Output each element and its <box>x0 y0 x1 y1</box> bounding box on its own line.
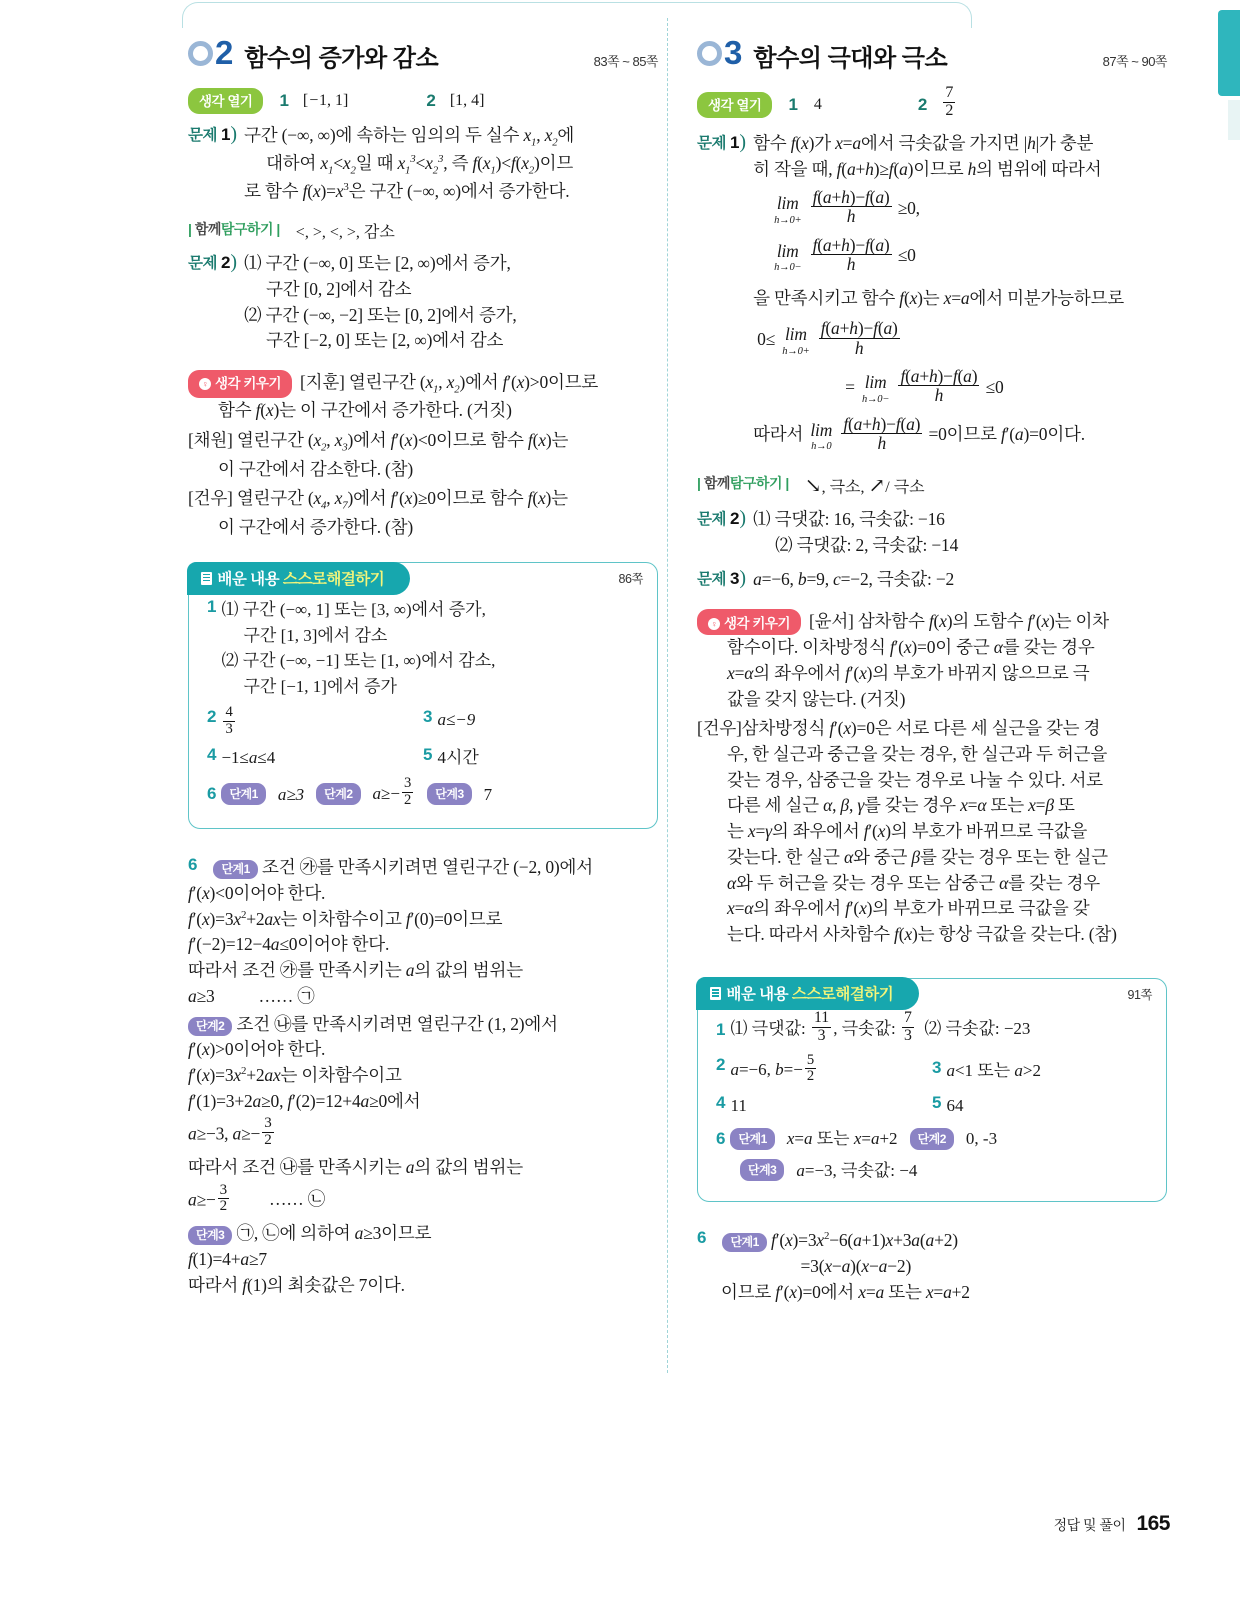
problem-3-row-03 <box>697 567 1167 593</box>
step-chip-1-right: 단계1 <box>730 1128 774 1150</box>
document-icon <box>201 572 212 585</box>
problem-2-row <box>188 251 658 354</box>
together-explore-row <box>188 219 658 242</box>
problem-1-line-2: 대하여 $x_1<x_2$일 때 $x_1^3<x_2^3$, 즉 $f(x_1)<f(x_2)$이므 <box>266 152 574 177</box>
think-grow-03-e1-l4: 값을 갖지 않는다. (거짓) <box>727 688 906 709</box>
section-page-range: 83쪽 ~ 85쪽 <box>593 53 658 69</box>
think-grow-entry-3-line2: 이 구간에서 증가한다. (참) <box>218 516 414 537</box>
footer-label: 정답 및 풀이 <box>1053 1517 1126 1533</box>
think-grow-03-e2-l4: 다른 세 실근 α, β, γ를 갖는 경우 x=α 또는 x=β 또 <box>727 795 1075 816</box>
think-grow-entry-3-line1: [건우] 열린구간 ($x_4$, $x_7$)에서 f′(x)≥0이므로 함수 f(x)는 <box>188 488 568 512</box>
self-answer-6-step3: 7 <box>483 784 493 804</box>
right-column <box>697 34 1167 1305</box>
self-answer-row-2-3 <box>207 704 639 739</box>
problem-2-label-03: 문제 2) <box>697 507 747 529</box>
document-icon-right <box>710 987 721 1000</box>
solution-step-chip-1: 단계1 <box>213 860 257 879</box>
solution-6-step3-line1: 단계3 ㉠, ㉡에 의하여 a≥3이므로 <box>188 1221 658 1247</box>
top-arc-decoration <box>182 2 972 28</box>
problem-1-03-line3: 을 만족시키고 함수 f(x)는 x=a에서 미분가능하므로 <box>753 288 1125 309</box>
solution-6-step2-line1: 단계2 조건 ㉯를 만족시키려면 열린구간 (1, 2)에서 <box>188 1012 658 1038</box>
self-answer-5-right: 5 64 <box>932 1093 1148 1119</box>
think-grow-chip: ♀ 생각 키우기 <box>188 370 292 398</box>
think-grow-03-e2-l9: 는다. 따라서 사차함수 f(x)는 항상 극값을 갖는다. (참) <box>727 924 1117 945</box>
self-solve-box-title: 배운 내용 스스로해결하기 <box>187 562 410 595</box>
problem-2-item-1: ⑴ 구간 (−∞, 0] 또는 [2, ∞)에서 증가, <box>244 253 511 274</box>
self-answer-6-step2: a≥− $\frac{3}{2}$ <box>372 775 412 808</box>
self-answer-1-line1: ⑴ 구간 (−∞, 1] 또는 [3, ∞)에서 증가, <box>221 600 486 620</box>
think-open-03-item1-value: 4 <box>813 95 822 113</box>
self-answer-6-right-step2: 0, -3 <box>965 1129 998 1149</box>
solution-step-chip-1-right: 단계1 <box>722 1233 766 1252</box>
section-header-02 <box>188 34 658 73</box>
left-margin-rail <box>0 0 14 1624</box>
think-open-item1-value: [−1, 1] <box>302 91 349 109</box>
footer-page-number: 165 <box>1136 1512 1170 1535</box>
self-answer-6-right: 6 단계1 x=a 또는 x=a+2 단계2 0, -3 <box>716 1126 1148 1152</box>
think-grow-entry-2-line2: 이 구간에서 감소한다. (참) <box>218 458 414 479</box>
solution-6-step2-line2: f′(x)>0이어야 한다. <box>188 1039 326 1060</box>
solution-6-step3-line2: f(1)=4+a≥7 <box>188 1249 267 1270</box>
self-answer-1-line4: 구간 [−1, 1]에서 증가 <box>243 676 397 696</box>
think-grow-03-e2-l2: 우, 한 실근과 중근을 갖는 경우, 한 실근과 두 허근을 <box>727 744 1108 765</box>
solution-6-step1-line4: f′(−2)=12−4a≤0이어야 한다. <box>188 934 390 955</box>
solution-6-step1-line6: a≥3 …… ㉠ <box>188 985 315 1006</box>
self-answer-5-value: 4시간 <box>437 748 479 768</box>
solution-6-step2-line3: $f'(x)=3x^2+2ax$는 이차함수이고 <box>188 1065 402 1086</box>
self-answer-6-right-step3: a=−3, 극솟값: −4 <box>796 1160 918 1180</box>
self-answer-row-2-3-right <box>716 1051 1148 1087</box>
problem-1-row <box>188 123 658 206</box>
problem-2-03-item1: ⑴ 극댓값: 16, 극솟값: −16 <box>753 509 945 529</box>
solution-6-step2-line7: a≥− $\frac{3}{2}$ …… ㉡ <box>188 1181 326 1215</box>
solution-6-right-line2: =3(x−a)(x−a−2) <box>800 1255 912 1276</box>
self-solve-box-page: 86쪽 <box>618 572 643 587</box>
problem-1-03-eq1: lim h→0+ $\frac{f(a+h)-f(a)}{h}$ ≥0, <box>774 186 920 227</box>
think-open-row-03 <box>697 84 1167 123</box>
bulb-icon: ♀ <box>199 378 211 390</box>
section-number-03 <box>697 34 741 72</box>
think-open-item1-num: 1 <box>279 90 289 110</box>
section-title-03: 함수의 극대와 극소 <box>753 44 948 72</box>
solution-step-chip-2: 단계2 <box>188 1017 232 1036</box>
self-answer-4: 4 −1≤a≤4 <box>207 745 276 768</box>
section-header-03 <box>697 34 1167 73</box>
solution-6-right-line3: 이므로 f′(x)=0에서 x=a 또는 x=a+2 <box>721 1281 970 1302</box>
self-answer-1: 1 ⑴ 구간 (−∞, 1] 또는 [3, ∞)에서 증가, 구간 [1, 3]에서 감소 ⑵ 구간 (−∞, −1] 또는 [1, ∞)에서 감소, 구간 [−1, 1]에서 증가 <box>207 597 639 699</box>
problem-2-row-03 <box>697 507 1167 558</box>
self-answer-3: 3 a≤−9 <box>423 707 639 733</box>
self-answer-row-4-5-right <box>716 1093 1148 1119</box>
solution-6-step2-line5: a≥−3, a≥− $\frac{3}{2}$ <box>188 1115 272 1149</box>
circle-icon-03 <box>697 41 722 66</box>
problem-3-03-value: a=−6, b=9, c=−2, 극솟값: −2 <box>753 569 955 590</box>
step-chip-3-right: 단계3 <box>740 1159 784 1181</box>
step-chip-2-right: 단계2 <box>910 1128 954 1150</box>
think-open-03-item2-value: $\frac{7}{2}$ <box>945 84 954 119</box>
solution-step-chip-3: 단계3 <box>188 1226 232 1245</box>
think-grow-entry-1-line1: [지훈] 열린구간 ($x_1$, $x_2$)에서 f′(x)>0이므로 <box>299 371 599 396</box>
solution-6-step3-line3: 따라서 f(1)의 최솟값은 7이다. <box>188 1274 405 1295</box>
problem-1-label-03: 문제 1) <box>697 131 747 154</box>
think-grow-entry-2-line1: [채원] 열린구간 ($x_2$, $x_3$)에서 f′(x)<0이므로 함수 f(x)는 <box>188 430 569 454</box>
self-solve-box-left <box>188 562 658 829</box>
page-edge-tab-secondary <box>1228 100 1240 140</box>
think-grow-03-e2-l1: [건우]삼차방정식 f′(x)=0은 서로 다른 세 실근을 갖는 경 <box>697 718 1101 739</box>
problem-2-item-1b: 구간 [0, 2]에서 감소 <box>266 278 412 299</box>
think-grow-03-e1-l1: [윤서] 삼차함수 f(x)의 도함수 f′(x)는 이차 <box>808 611 1109 632</box>
problem-1-line-3: 로 함수 $f(x)=x^3$은 구간 (−∞, ∞)에서 증가한다. <box>244 181 570 202</box>
together-label-03: | 함께탐구하기 | <box>697 475 789 491</box>
self-solve-box-title-right: 배운 내용 스스로해결하기 <box>696 977 919 1010</box>
problem-2-item-2b: 구간 [−2, 0] 또는 [2, ∞)에서 감소 <box>266 330 504 351</box>
think-grow-entry-1-line2: 함수 f(x)는 이 구간에서 증가한다. (거짓) <box>218 400 512 421</box>
solution-6-right <box>697 1228 1167 1305</box>
solution-6-step1-line1: 단계1 조건 ㉮를 만족시키려면 열린구간 (−2, 0)에서 <box>213 855 658 881</box>
think-grow-03-e1-l2: 함수이다. 이차방정식 f′(x)=0이 중근 α를 갖는 경우 <box>727 637 1095 658</box>
problem-2-item-2: ⑵ 구간 (−∞, −2] 또는 [0, 2]에서 증가, <box>244 304 517 325</box>
self-answer-4-right-value: 11 <box>730 1095 747 1115</box>
self-answer-6-right-step3-row <box>716 1158 1148 1184</box>
think-grow-03-e2-l8: x=α의 좌우에서 f′(x)의 부호가 바뀌므로 극값을 갖 <box>727 898 1090 919</box>
section-title: 함수의 증가와 감소 <box>244 44 439 72</box>
problem-2-03-item2: ⑵ 극댓값: 2, 극솟값: −14 <box>775 534 959 555</box>
solution-6-left <box>188 855 658 1298</box>
problem-1-03-line1: 함수 f(x)가 x=a에서 극솟값을 가지면 |h|가 충분 <box>753 133 1094 154</box>
problem-1-03-eq4: = lim h→0− $\frac{f(a+h)-f(a)}{h}$ ≤0 <box>845 365 1004 406</box>
page-edge-tab <box>1218 10 1240 96</box>
self-answer-3-value: a≤−9 <box>437 710 476 730</box>
self-answer-1-right-value: ⑴ 극댓값: $\frac{11}{3}$ , 극솟값: $\frac{7}{3}$ ⑵ 극솟값: −23 <box>730 1009 1031 1045</box>
think-grow-03-e1-l3: x=α의 좌우에서 f′(x)의 부호가 바뀌지 않으므로 극 <box>727 662 1090 683</box>
problem-1-03-eq5: 따라서 lim h→0 $\frac{f(a+h)-f(a)}{h}$ =0이므로 f′(a)=0이다. <box>753 413 1085 453</box>
think-open-chip <box>188 88 263 114</box>
self-answer-6-right-step1: x=a 또는 x=a+2 <box>786 1129 898 1149</box>
self-answer-1-right: 1 ⑴ 극댓값: $\frac{11}{3}$ , 극솟값: $\frac{7}{3}$ ⑵ 극솟값: −23 <box>716 1013 1148 1047</box>
self-answer-6: 6 단계1 a≥3 단계2 a≥− $\frac{3}{2}$ 단계3 7 <box>207 779 639 811</box>
self-answer-6-step1: a≥3 <box>277 784 305 804</box>
page-footer <box>1054 1512 1170 1536</box>
problem-1-03-line2: 히 작을 때, f(a+h)≥f(a)이므로 h의 범위에 따라서 <box>753 158 1102 179</box>
think-grow-chip-03: ♀ 생각 키우기 <box>697 609 801 635</box>
bulb-icon-03: ♀ <box>708 618 720 630</box>
circle-icon <box>188 41 213 66</box>
self-answer-2-right: 2 a=−6, b=− $\frac{5}{2}$ <box>716 1051 815 1085</box>
think-grow-03-e2-l6: 갖는다. 한 실근 α와 중근 β를 갖는 경우 또는 한 실근 <box>727 846 1108 867</box>
together-label: | 함께탐구하기 | <box>188 221 280 238</box>
solution-6-number-right: 6 <box>697 1228 707 1248</box>
section-page-range-03: 87쪽 ~ 90쪽 <box>1102 53 1167 69</box>
problem-1-label: 문제 1) <box>188 122 238 145</box>
solution-6-step2-line4: f′(1)=3+2a≥0, f′(2)=12+4a≥0에서 <box>188 1090 421 1111</box>
think-open-row <box>188 88 658 114</box>
self-answer-5-right-value: 64 <box>946 1095 964 1115</box>
step-chip-2: 단계2 <box>316 783 360 805</box>
solution-6-step1-line3: $f'(x)=3x^2+2ax$는 이차함수이고 f′(0)=0이므로 <box>188 908 503 929</box>
self-answer-5: 5 4시간 <box>423 745 639 771</box>
think-grow-03-e2-l7: α와 두 허근을 갖는 경우 또는 삼중근 α를 갖는 경우 <box>727 872 1100 893</box>
solution-6-step2-line6: 따라서 조건 ㉯를 만족시키는 a의 값의 범위는 <box>188 1157 523 1178</box>
solution-6-step1-line2: f′(x)<0이어야 한다. <box>188 883 326 904</box>
self-answer-1-line3: ⑵ 구간 (−∞, −1] 또는 [1, ∞)에서 감소, <box>221 651 496 671</box>
think-grow-03-e2-l5: 는 x=γ의 좌우에서 f′(x)의 부호가 바뀌므로 극값을 <box>727 821 1088 842</box>
think-open-item2-num: 2 <box>426 90 436 110</box>
problem-1-row-03 <box>697 131 1167 455</box>
section-number <box>188 34 232 72</box>
solution-6-right-line1: 단계1 $f'(x)=3x^2-6(a+1)x+3a(a+2)$ <box>722 1228 1167 1254</box>
self-solve-box-page-right: 91쪽 <box>1127 987 1152 1002</box>
section-number-text-03: 3 <box>724 34 742 71</box>
think-grow-row <box>188 370 658 398</box>
together-explore-row-03 <box>697 473 1167 498</box>
think-open-chip-b: 열기 <box>227 94 253 109</box>
left-column <box>188 34 658 1299</box>
step-chip-3: 단계3 <box>427 783 471 805</box>
column-divider <box>667 18 668 1373</box>
self-solve-box-right <box>697 978 1167 1202</box>
think-open-chip-03: 생각 열기 <box>697 92 772 118</box>
think-open-item2-value: [1, 4] <box>449 91 485 109</box>
self-answer-2: 2 $\frac{4}{3}$ <box>207 704 233 737</box>
think-open-03-item2-num: 2 <box>917 94 928 114</box>
self-answer-row-4-5 <box>207 745 639 771</box>
problem-3-label-03: 문제 3) <box>697 567 747 590</box>
self-answer-3-right: 3 a<1 또는 a>2 <box>932 1058 1041 1081</box>
problem-1-03-eq2: lim h→0− $\frac{f(a+h)-f(a)}{h}$ ≤0 <box>774 234 916 275</box>
self-answer-1-line2: 구간 [1, 3]에서 감소 <box>243 625 388 645</box>
problem-1-line-1: 구간 (−∞, ∞)에 속하는 임의의 두 실수 $x_1$, $x_2$에 <box>244 124 575 148</box>
self-answer-4-right: 4 11 <box>716 1093 932 1119</box>
together-answer: <, >, <, >, 감소 <box>295 224 395 242</box>
section-number-text: 2 <box>215 34 233 71</box>
think-open-chip-a: 생각 <box>199 94 225 109</box>
think-grow-03-e2-l3: 갖는 경우, 삼중근을 갖는 경우로 나눌 수 있다. 서로 <box>727 769 1103 790</box>
solution-6-number: 6 <box>188 855 198 875</box>
step-chip-1: 단계1 <box>221 783 265 805</box>
problem-2-label: 문제 2) <box>188 251 238 274</box>
problem-1-03-eq3: 0≤ lim h→0+ $\frac{f(a+h)-f(a)}{h}$ <box>757 318 898 358</box>
together-answer-03: ↘, 극소, ↗/ 극소 <box>804 475 925 497</box>
solution-6-step1-line5: 따라서 조건 ㉮를 만족시키는 a의 값의 범위는 <box>188 960 523 981</box>
think-grow-row-03 <box>697 609 1167 635</box>
think-open-03-item1-num: 1 <box>788 94 798 114</box>
